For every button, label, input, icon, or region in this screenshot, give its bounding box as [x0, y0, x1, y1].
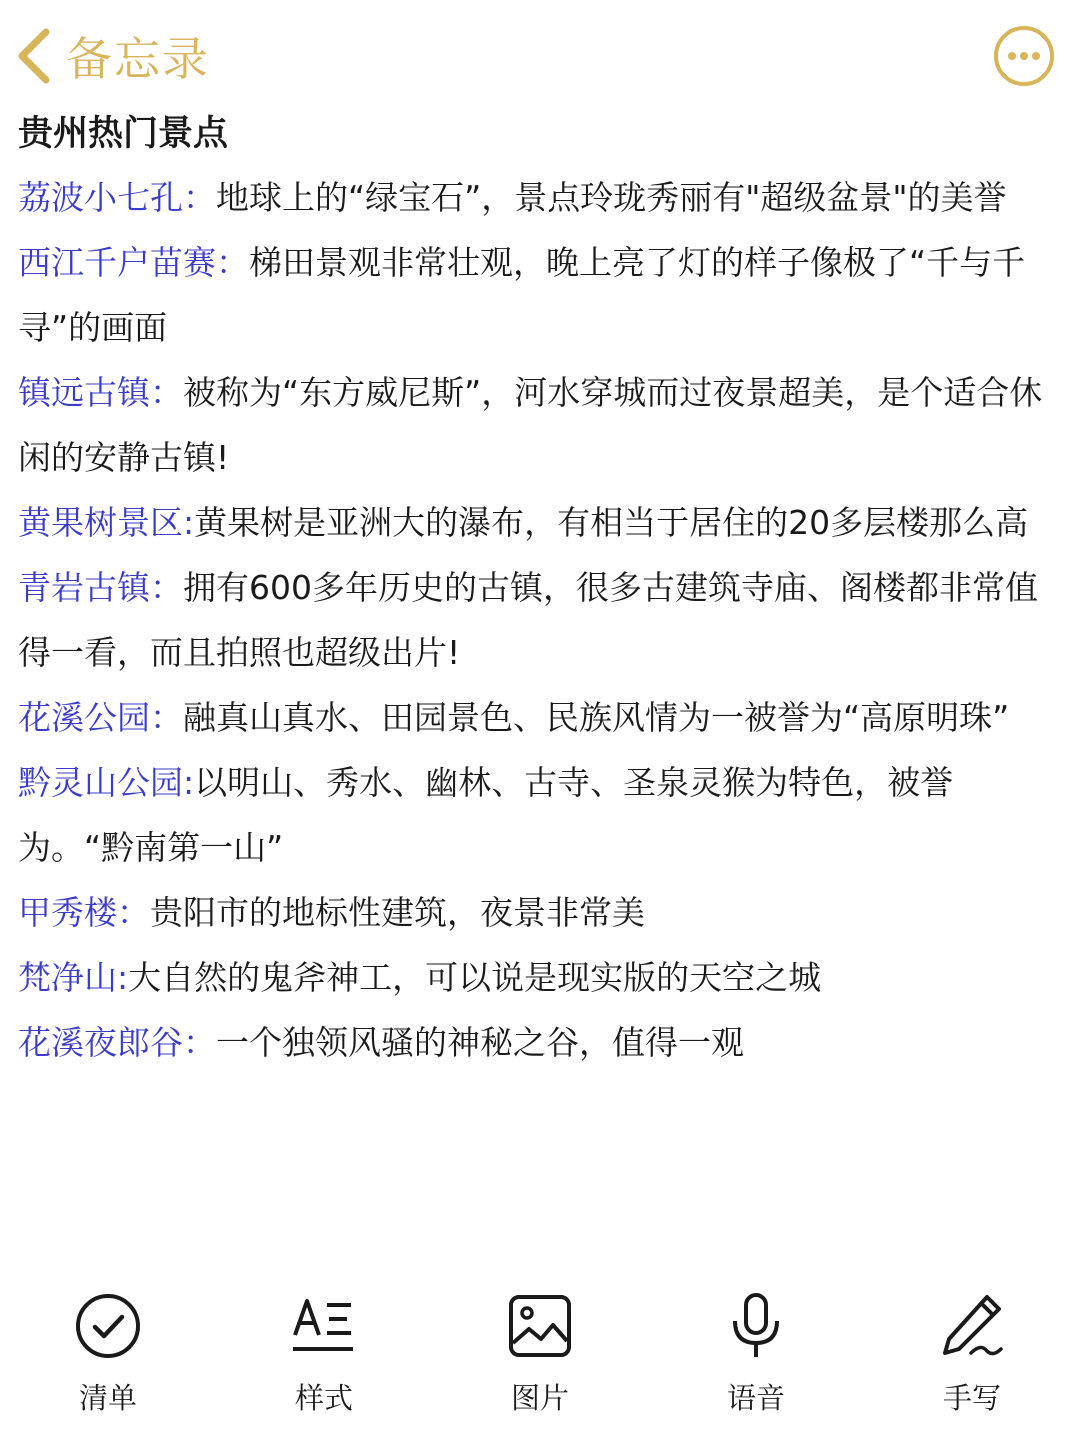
- image-label: 图片: [510, 1381, 569, 1415]
- entry-desc: 以明山、秀水、幽林、古寺、圣泉灵猴为特色，被誉为。“黔南第一山”: [18, 763, 954, 867]
- note-entry: [18, 555, 1066, 685]
- voice-label: 语音: [726, 1381, 785, 1415]
- note-entry: [18, 1010, 1066, 1075]
- checklist-icon: [72, 1290, 144, 1362]
- note-entry: [18, 165, 1066, 230]
- entry-desc: 被称为“东方威尼斯”，河水穿城而过夜景超美，是个适合休闲的安静古镇!: [18, 373, 1043, 477]
- image-icon: [504, 1290, 576, 1362]
- note-entry: [18, 490, 1066, 555]
- note-entry: [18, 230, 1066, 360]
- entry-desc: 大自然的鬼斧神工，可以说是现实版的天空之城: [128, 958, 822, 997]
- note-body[interactable]: [18, 165, 1066, 1075]
- entry-name: 黔灵山公园:: [18, 763, 195, 802]
- entry-desc: 黄果树是亚洲大的瀑布，有相当于居住的20多层楼那么高: [194, 503, 1029, 542]
- handwriting-button[interactable]: [864, 1290, 1080, 1430]
- handwriting-pen-icon: [936, 1290, 1008, 1362]
- entry-name: 花溪公园：: [18, 698, 183, 737]
- entry-name: 梵净山:: [18, 958, 129, 997]
- entry-name: 黄果树景区:: [18, 503, 195, 542]
- note-entry: [18, 880, 1066, 945]
- text-style-button[interactable]: [216, 1290, 432, 1430]
- text-style-label: 样式: [294, 1381, 353, 1415]
- note-entry: [18, 360, 1066, 490]
- microphone-icon: [720, 1290, 792, 1362]
- entry-desc: 一个独领风骚的神秘之谷，值得一观: [216, 1023, 744, 1062]
- checklist-label: 清单: [78, 1381, 137, 1415]
- entry-desc: 贵阳市的地标性建筑，夜景非常美: [150, 893, 645, 932]
- note-entry: [18, 685, 1066, 750]
- entry-name: 青岩古镇：: [18, 568, 183, 607]
- app-header: [0, 0, 1080, 110]
- note-entry: [18, 750, 1066, 880]
- entry-name: 西江千户苗赛：: [18, 243, 249, 282]
- entry-name: 甲秀楼：: [18, 893, 150, 932]
- note-entry: [18, 945, 1066, 1010]
- entry-name: 镇远古镇：: [18, 373, 183, 412]
- more-button[interactable]: [992, 24, 1056, 88]
- image-button[interactable]: [432, 1290, 648, 1430]
- entry-desc: 地球上的“绿宝石”，景点玲珑秀丽有"超级盆景"的美誉: [216, 178, 1007, 217]
- entry-name: 花溪夜郎谷：: [18, 1023, 216, 1062]
- entry-desc: 梯田景观非常壮观，晚上亮了灯的样子像极了“千与千寻”的画面: [18, 243, 1026, 347]
- handwriting-label: 手写: [942, 1381, 1001, 1415]
- back-button[interactable]: [10, 18, 210, 94]
- voice-button[interactable]: [648, 1290, 864, 1430]
- text-style-icon: [288, 1290, 360, 1362]
- bottom-toolbar: [0, 1290, 1080, 1430]
- chevron-left-icon: [10, 24, 58, 88]
- checklist-button[interactable]: [0, 1290, 216, 1430]
- entry-desc: 拥有600多年历史的古镇，很多古建筑寺庙、阁楼都非常值得一看，而且拍照也超级出片!: [18, 568, 1038, 672]
- more-horizontal-icon: [992, 73, 1056, 92]
- entry-name: 荔波小七孔：: [18, 178, 216, 217]
- note-title: 贵州热门景点: [18, 114, 229, 154]
- entry-desc: 融真山真水、田园景色、民族风情为一被誉为“高原明珠”: [183, 698, 1010, 737]
- back-label: 备忘录: [66, 32, 210, 86]
